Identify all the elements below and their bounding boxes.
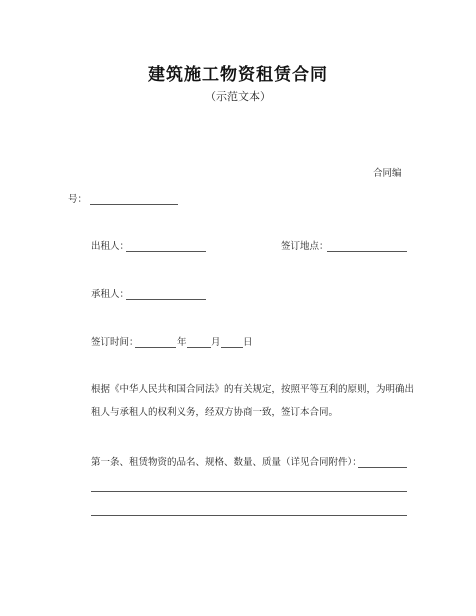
document-title: 建筑施工物资租赁合同	[148, 65, 328, 85]
preamble-line-1: 根据《中华人民共和国合同法》的有关规定，按照平等互利的原则，为明确出	[91, 384, 415, 395]
article-1-blank-line-2	[91, 515, 407, 516]
year-blank	[135, 347, 176, 348]
article-1-blank-line-1	[91, 491, 407, 492]
day-blank	[221, 347, 243, 348]
contract-no-label-part1: 合同编	[373, 168, 402, 179]
lessee-label: 承租人：	[91, 289, 130, 300]
signing-place-blank	[327, 251, 407, 252]
year-label: 年	[177, 337, 187, 348]
lessee-blank	[126, 299, 206, 300]
document-subtitle: （示范文本）	[205, 90, 271, 103]
month-blank	[187, 347, 211, 348]
lessor-label: 出租人：	[91, 241, 130, 252]
day-label: 日	[243, 337, 253, 348]
preamble-line-2: 租人与承租人的权利义务，经双方协商一致，签订本合同。	[91, 407, 339, 418]
signing-time-label: 签订时间：	[91, 337, 139, 348]
article-1-inline-blank	[358, 467, 407, 468]
contract-no-blank	[90, 204, 178, 205]
lessor-blank	[126, 251, 206, 252]
month-label: 月	[211, 337, 221, 348]
article-1-heading: 第一条、租赁物资的品名、规格、数量、质量（详见合同附件）：	[91, 457, 362, 468]
signing-place-label: 签订地点：	[281, 241, 329, 252]
contract-no-label-part2: 号：	[68, 194, 88, 205]
